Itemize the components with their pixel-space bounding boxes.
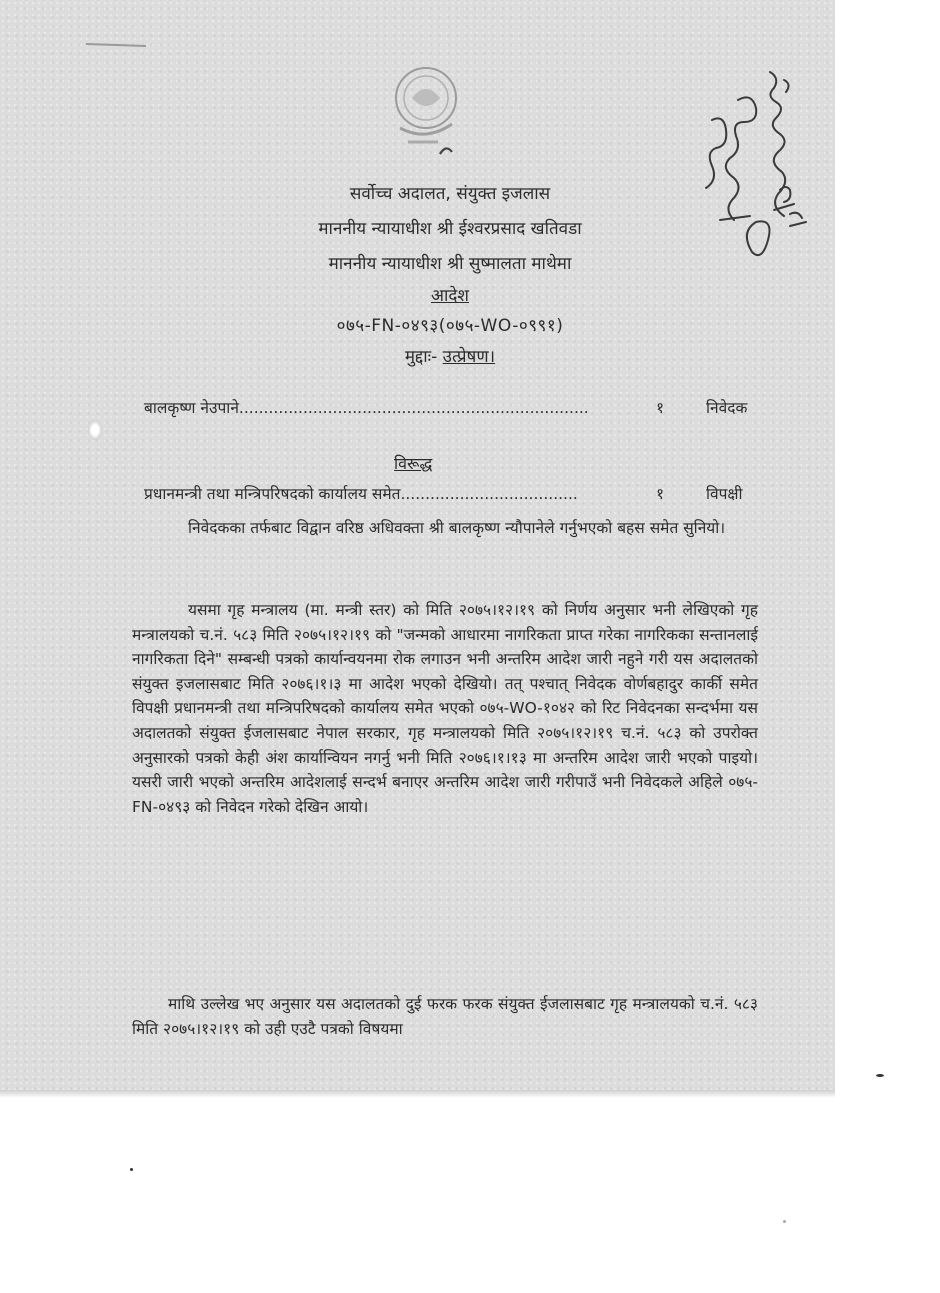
paragraph-hearing bbox=[132, 516, 758, 541]
respondent-name: प्रधानमन्त्री तथा मन्त्रिपरिषदको कार्यालय समेत.................................... bbox=[144, 485, 578, 503]
petitioner-role: निवेदक bbox=[706, 399, 748, 417]
case-number: ०७५-FN-०४९३(०७५-WO-०९९१) bbox=[336, 316, 564, 336]
subject-value: उत्प्रेषण। bbox=[442, 347, 496, 367]
subject-label: मुद्दाः- bbox=[404, 347, 438, 367]
case-subject bbox=[230, 347, 670, 367]
petitioner-name: बालकृष्ण नेउपाने....................................................................... bbox=[144, 399, 589, 417]
respondent-role: विपक्षी bbox=[706, 485, 743, 503]
punch-hole-mark bbox=[88, 420, 102, 440]
petitioner-count: १ bbox=[656, 399, 665, 417]
versus-heading: विरूद्ध bbox=[394, 454, 433, 473]
paragraph-background bbox=[132, 598, 758, 819]
judge-one: माननीय न्यायाधीश श्री ईश्वरप्रसाद खतिवडा bbox=[318, 219, 582, 239]
scan-edge bbox=[0, 1090, 835, 1098]
paragraph-text: यसमा गृह मन्त्रालय (मा. मन्त्री स्तर) को मिति २०७५।१२।१९ को निर्णय अनुसार भनी लेखिएको गृह मन्त्रालयको च.नं. ५८३ मिति २०७५।१२।१९ को "जन्मको आधारमा नागरिकता प्राप्त गरेका नागरिकका सन्तानलाई नागरिकता दिने" सम्बन्धी पत्रको कार्यान्वयनमा रोक लगाउन भनी अन्तरिम आदेश जारी नहुने गरी यस अदालतको संयुक्त इजलासबाट मिति २०७६।१।३ मा आदेश भएको देखियो। तत् पश्चात् निवेदक वोर्णबहादुर कार्की समेत विपक्षी प्रधानमन्त्री तथा मन्त्रिपरिषदको कार्यालय समेत भएको ०७५-WO-१०४२ को रिट निवेदनका सन्दर्भमा यस अदालतको संयुक्त ईजलासबाट नेपाल सरकार, गृह मन्त्रालयको मिति २०७५।१२।१९ च.नं. ५८३ को उपरोक्त अनुसारको पत्रको केही अंश कार्यान्वियन नगर्नु भनी मिति २०७६।१।१३ मा अन्तरिम आदेश जारी भएको पाइयो। यसरी जारी भएको अन्तरिम आदेशलाई सन्दर्भ बनाएर अन्तरिम आदेश जारी गरीपाउँ भनी निवेदकले अहिले ०७५-FN-०४९३ को निवेदन गरेको देखिन आयो। bbox=[132, 601, 758, 816]
court-name: सर्वोच्च अदालत, संयुक्त इजलास bbox=[349, 184, 551, 204]
scan-speck bbox=[783, 1220, 786, 1223]
handwritten-stamp-signature bbox=[660, 60, 820, 280]
scan-speck bbox=[876, 1074, 884, 1077]
scan-speck bbox=[130, 1168, 133, 1171]
judge-two: माननीय न्यायाधीश श्री सुष्मालता माथेमा bbox=[328, 254, 572, 274]
paragraph-text: निवेदकका तर्फबाट विद्वान वरिष्ठ अधिवक्ता श्री बालकृष्ण न्यौपानेले गर्नुभएको बहस समेत सुनियो। bbox=[188, 519, 726, 537]
order-title: आदेश bbox=[431, 286, 469, 306]
paragraph-analysis bbox=[132, 992, 758, 1041]
respondent-count: १ bbox=[656, 485, 665, 503]
court-seal bbox=[378, 58, 474, 162]
paragraph-text: माथि उल्लेख भए अनुसार यस अदालतको दुई फरक फरक संयुक्त ईजलासबाट गृह मन्त्रालयको च.नं. ५८३ मिति २०७५।१२।१९ को उही एउटै पत्रको विषयमा bbox=[132, 995, 758, 1038]
